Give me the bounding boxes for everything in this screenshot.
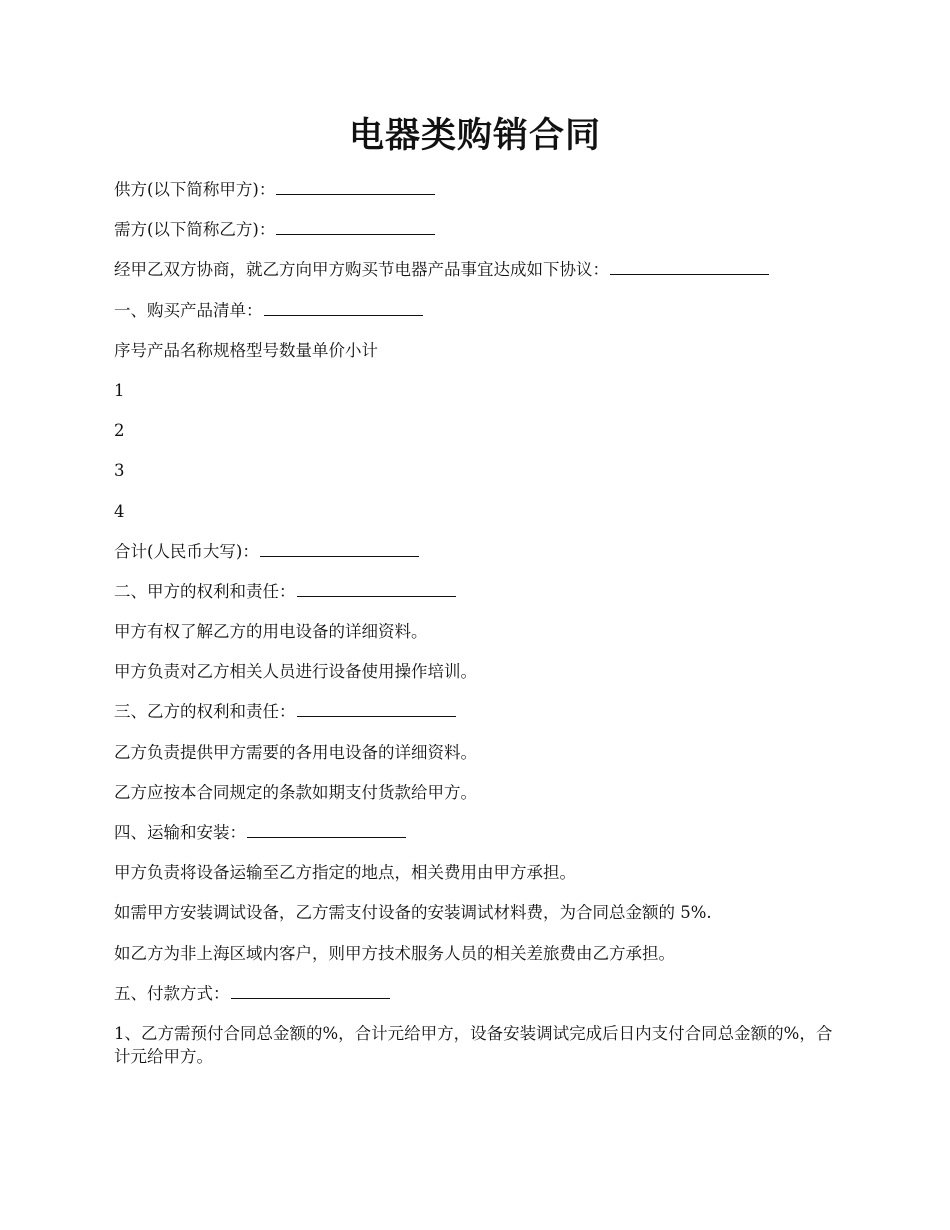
line-text: 一、购买产品清单： <box>114 300 263 320</box>
clause-line <box>114 942 834 966</box>
fill-in-blank <box>610 258 769 275</box>
section-2-heading <box>114 580 834 604</box>
supplier-line <box>114 178 834 202</box>
fill-in-blank <box>297 580 456 597</box>
product-row-2 <box>114 419 834 443</box>
line-text: 乙方负责提供甲方需要的各用电设备的详细资料。 <box>114 742 477 762</box>
clause-line <box>114 660 834 684</box>
line-text: 序号产品名称规格型号数量单价小计 <box>114 340 378 360</box>
line-text: 甲方有权了解乙方的用电设备的详细资料。 <box>114 622 428 642</box>
line-text: 4 <box>114 501 125 521</box>
clause-line <box>114 861 834 885</box>
product-row-4 <box>114 500 834 524</box>
document-title: 电器类购销合同 <box>348 115 601 156</box>
line-text: 甲方负责对乙方相关人员进行设备使用操作培训。 <box>114 662 477 682</box>
fill-in-blank <box>260 540 419 557</box>
section-4-heading <box>114 821 834 845</box>
line-text: 四、运输和安装： <box>114 823 246 842</box>
fill-in-blank <box>276 178 435 195</box>
total-amount-line <box>114 540 834 564</box>
buyer-line <box>114 218 834 242</box>
product-row-3 <box>114 459 834 483</box>
line-text: 合计(人民币大写)： <box>114 541 259 561</box>
clause-line <box>114 741 834 765</box>
agreement-intro-line <box>114 258 834 282</box>
line-text: 二、甲方的权利和责任： <box>114 581 296 601</box>
fill-in-blank <box>264 299 423 316</box>
line-text: 如乙方为非上海区域内客户，则甲方技术服务人员的相关差旅费由乙方承担。 <box>114 943 675 963</box>
line-text: 3 <box>114 461 125 481</box>
fill-in-blank <box>231 982 390 999</box>
fill-in-blank <box>247 821 406 838</box>
line-text: 2 <box>114 421 125 441</box>
line-text: 乙方应按本合同规定的条款如期支付货款给甲方。 <box>114 782 477 802</box>
document-body <box>114 178 834 1068</box>
section-3-heading <box>114 700 834 724</box>
line-text: 需方(以下简称乙方)： <box>114 220 276 240</box>
line-text: 经甲乙双方协商，就乙方向甲方购买节电器产品事宜达成如下协议： <box>114 260 609 280</box>
line-text: 三、乙方的权利和责任： <box>114 702 296 722</box>
clause-line <box>114 620 834 644</box>
fill-in-blank <box>276 218 435 235</box>
line-text: 供方(以下简称甲方)： <box>114 180 276 199</box>
line-text: 甲方负责将设备运输至乙方指定的地点，相关费用由甲方承担。 <box>114 863 576 883</box>
product-row-1 <box>114 379 834 403</box>
clause-line <box>114 901 834 925</box>
line-text: 1 <box>114 380 125 400</box>
line-text: 如需甲方安装调试设备，乙方需支付设备的安装调试材料费，为合同总金额的 5%. <box>114 903 712 923</box>
line-text: 五、付款方式： <box>114 983 230 1003</box>
product-table-header <box>114 339 834 363</box>
fill-in-blank <box>297 700 456 717</box>
section-5-heading <box>114 982 834 1006</box>
clause-line <box>114 781 834 805</box>
section-1-heading <box>114 299 834 323</box>
payment-clause-paragraph: 1、乙方需预付合同总金额的%，合计元给甲方，设备安装调试完成后日内支付合同总金额的%，合计元给甲方。 <box>114 1023 833 1066</box>
